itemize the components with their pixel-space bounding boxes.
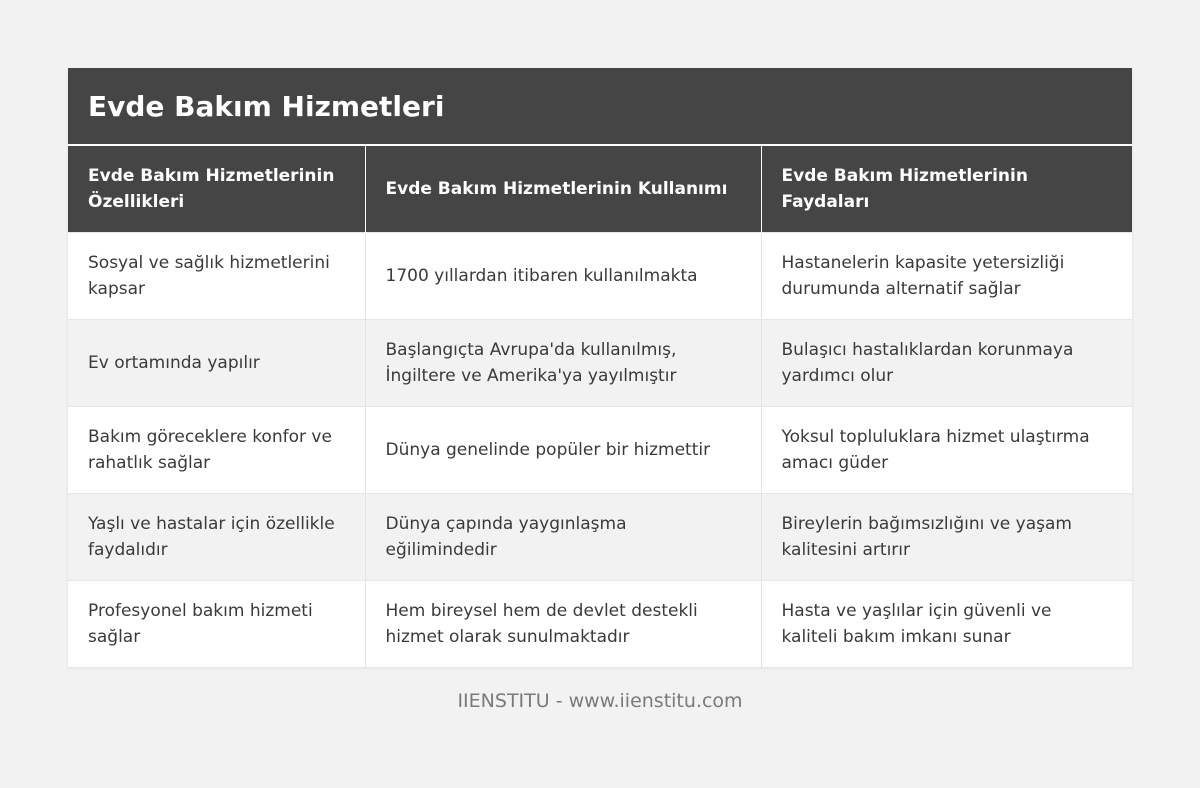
table-title: Evde Bakım Hizmetleri — [68, 68, 1132, 144]
table-cell: Dünya çapında yaygınlaşma eğilimindedir — [365, 493, 761, 580]
table-cell: Hastanelerin kapasite yetersizliği durumunda alternatif sağlar — [761, 232, 1132, 319]
table-cell: Profesyonel bakım hizmeti sağlar — [68, 580, 365, 667]
table-cell: 1700 yıllardan itibaren kullanılmakta — [365, 232, 761, 319]
table-row — [68, 580, 1132, 667]
footer-credit: IIENSTITU - www.iienstitu.com — [457, 690, 743, 712]
table-cell: Bulaşıcı hastalıklardan korunmaya yardımcı olur — [761, 319, 1132, 406]
column-header-features: Evde Bakım Hizmetlerinin Özellikleri — [68, 145, 365, 232]
table-row — [68, 406, 1132, 493]
column-header-usage: Evde Bakım Hizmetlerinin Kullanımı — [365, 145, 761, 232]
table-cell: Hasta ve yaşlılar için güvenli ve kaliteli bakım imkanı sunar — [761, 580, 1132, 667]
services-table — [68, 144, 1132, 667]
table-cell: Sosyal ve sağlık hizmetlerini kapsar — [68, 232, 365, 319]
table-cell: Bakım göreceklere konfor ve rahatlık sağlar — [68, 406, 365, 493]
table-cell: Ev ortamında yapılır — [68, 319, 365, 406]
table-row — [68, 232, 1132, 319]
column-header-benefits: Evde Bakım Hizmetlerinin Faydaları — [761, 145, 1132, 232]
table-card — [68, 68, 1132, 667]
header-row — [68, 145, 1132, 232]
table-cell: Hem bireysel hem de devlet destekli hizmet olarak sunulmaktadır — [365, 580, 761, 667]
table-row — [68, 319, 1132, 406]
table-cell: Başlangıçta Avrupa'da kullanılmış, İngiltere ve Amerika'ya yayılmıştır — [365, 319, 761, 406]
table-cell: Bireylerin bağımsızlığını ve yaşam kalitesini artırır — [761, 493, 1132, 580]
table-cell: Yaşlı ve hastalar için özellikle faydalıdır — [68, 493, 365, 580]
table-row — [68, 493, 1132, 580]
table-cell: Dünya genelinde popüler bir hizmettir — [365, 406, 761, 493]
table-cell: Yoksul topluluklara hizmet ulaştırma amacı güder — [761, 406, 1132, 493]
